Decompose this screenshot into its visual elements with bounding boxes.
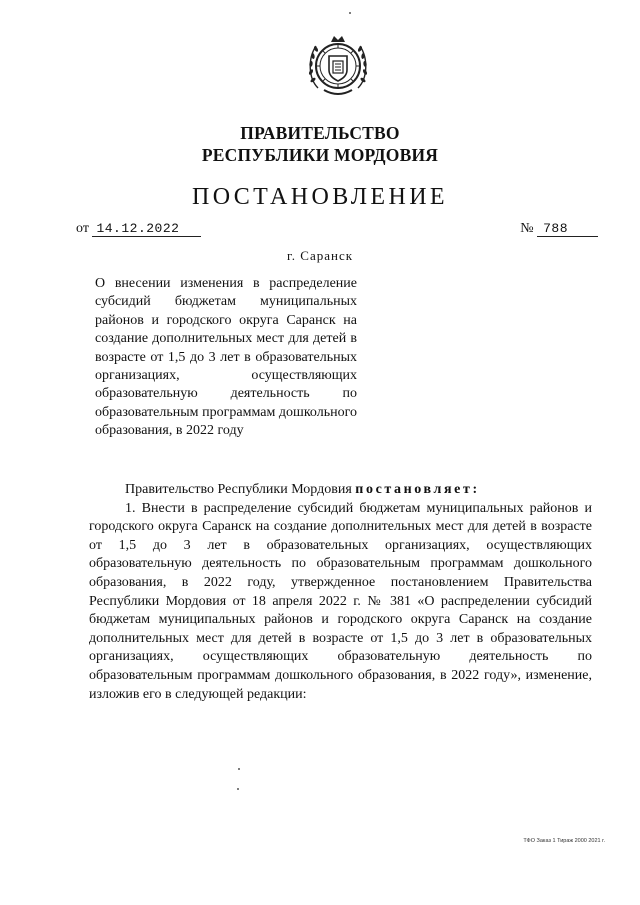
date-prefix: от [76, 221, 89, 236]
document-number [520, 221, 598, 237]
coat-of-arms-icon [304, 30, 372, 102]
government-title-line2: РЕСПУБЛИКИ МОРДОВИЯ [201, 145, 439, 165]
scan-speck [349, 12, 351, 14]
government-title [0, 122, 640, 166]
scan-speck [238, 768, 240, 770]
document-subject: О внесении изменения в распределение субсидий бюджетам муниципальных районов и городского округа Саранск на создание дополнительных мест для детей в возрасте от 1,5 до 3 лет в образовательных организациях, осуществляющих образовательную деятельность по образовательным программам дошкольного образования, в 2022 году [95, 276, 357, 439]
document-body [89, 481, 592, 704]
number-value: 788 [537, 222, 598, 237]
scan-speck [237, 788, 239, 790]
printer-footer-note: ТФО Заказ 1 Тираж 2000 2021 г. [523, 838, 605, 844]
number-prefix: № [520, 221, 534, 236]
date-value: 14.12.2022 [92, 222, 201, 237]
city-line: г. Саранск [286, 248, 354, 263]
preamble-text: Правительство Республики Мордовия [125, 482, 356, 497]
document-type-title: ПОСТАНОВЛЕНИЕ [192, 184, 448, 210]
document-date [76, 221, 201, 237]
preamble-paragraph [89, 481, 592, 500]
item-1-paragraph: 1. Внести в распределение субсидий бюджетам муниципальных районов и городского округа Саранск на создание дополнительных мест для детей в возрасте от 1,5 до 3 лет в образовательных организациях, осуществляющих образовательную деятельность по образовательным программам дошкольного образования, в 2022 году, утвержденное постановлением Правительства Республики Мордовия от 18 апреля 2022 г. № 381 «О распределении субсидий бюджетам муниципальных районов и городского округа Саранск на создание дополнительных мест для детей в возрасте от 1,5 до 3 лет в образовательных организациях, осуществляющих образовательную деятельность по образовательным программам дошкольного образования, в 2022 году», изменение, изложив его в следующей редакции: [89, 500, 592, 702]
government-title-line1: ПРАВИТЕЛЬСТВО [240, 123, 400, 143]
preamble-verb: постановляет: [355, 482, 480, 497]
